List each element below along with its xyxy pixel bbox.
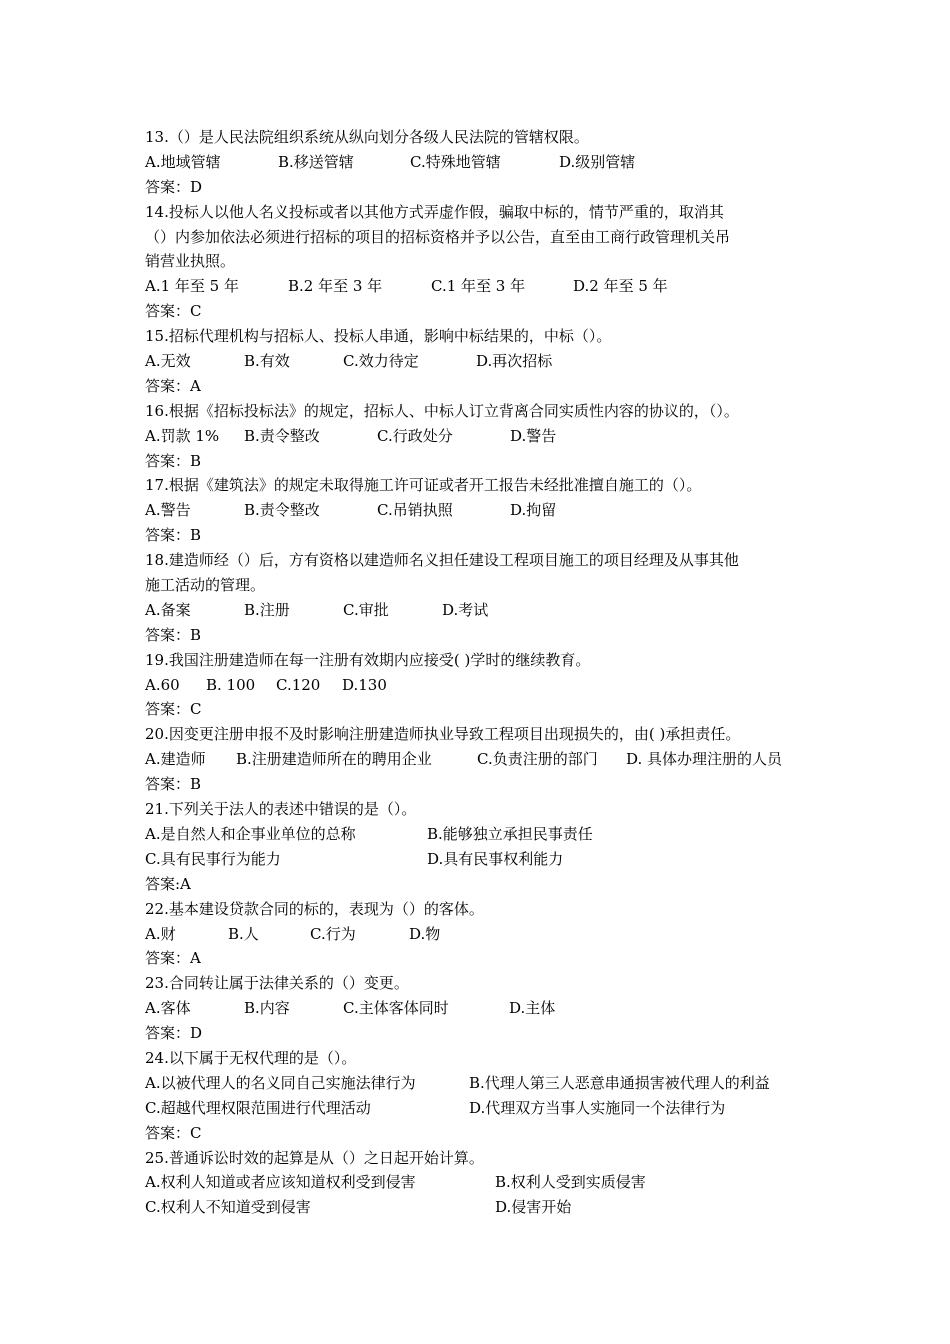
option-a: A.建造师 xyxy=(145,750,206,769)
question-text: 14.投标人以他人名义投标或者以其他方式弄虚作假，骗取中标的，情节严重的，取消其 xyxy=(145,202,724,221)
answer: 答案:A xyxy=(145,874,191,893)
option-d: D.物 xyxy=(409,924,441,943)
question-16 xyxy=(145,399,815,474)
document-page xyxy=(145,125,815,1220)
answer: 答案：C xyxy=(145,1123,202,1142)
options-row xyxy=(145,1071,815,1096)
question-text: 19.我国注册建造师在每一注册有效期内应接受( )学时的继续教育。 xyxy=(145,650,591,669)
question-22 xyxy=(145,897,815,972)
option-b: B.权利人受到实质侵害 xyxy=(495,1173,646,1192)
option-c: C.超越代理权限范围进行代理活动 xyxy=(145,1098,371,1117)
option-a: A.罚款 1% xyxy=(145,426,220,445)
answer: 答案：B xyxy=(145,775,202,794)
option-a: A.以被代理人的名义同自己实施法律行为 xyxy=(145,1073,416,1092)
option-d: D. 具体办理注册的人员 xyxy=(626,750,783,769)
option-c: C.权利人不知道受到侵害 xyxy=(145,1198,311,1217)
option-b: B.移送管辖 xyxy=(278,152,354,171)
option-c: C.具有民事行为能力 xyxy=(145,849,281,868)
answer: 答案：B xyxy=(145,451,202,470)
question-text: 23.合同转让属于法律关系的（）变更。 xyxy=(145,974,409,993)
answer: 答案：A xyxy=(145,949,201,968)
options-row xyxy=(145,150,815,175)
option-c: C.1 年至 3 年 xyxy=(431,277,526,296)
option-a: A.无效 xyxy=(145,352,191,371)
option-a: A.财 xyxy=(145,924,176,943)
question-14 xyxy=(145,200,815,324)
option-b: B.责令整改 xyxy=(244,501,320,520)
answer: 答案：C xyxy=(145,302,202,321)
option-d: D.再次招标 xyxy=(476,352,553,371)
question-text: 22.基本建设贷款合同的标的，表现为（）的客体。 xyxy=(145,899,484,918)
question-25 xyxy=(145,1146,815,1221)
option-c: C.行为 xyxy=(310,924,356,943)
option-a: A.警告 xyxy=(145,501,191,520)
option-d: D.拘留 xyxy=(510,501,557,520)
option-a: A.备案 xyxy=(145,600,191,619)
option-c: C.行政处分 xyxy=(377,426,453,445)
option-b: B.注册 xyxy=(244,600,290,619)
question-text: 17.根据《建筑法》的规定未取得施工许可证或者开工报告未经批准擅自施工的（）。 xyxy=(145,476,702,495)
answer: 答案：D xyxy=(145,1024,203,1043)
option-a: A.60 xyxy=(145,675,180,694)
question-text: 15.招标代理机构与招标人、投标人串通，影响中标结果的，中标（）。 xyxy=(145,327,612,346)
option-b: B.注册建造师所在的聘用企业 xyxy=(236,750,432,769)
option-b: B.能够独立承担民事责任 xyxy=(427,824,593,843)
option-d: D.侵害开始 xyxy=(495,1198,572,1217)
question-text: 21.下列关于法人的表述中错误的是（）。 xyxy=(145,800,417,819)
option-a: A.权利人知道或者应该知道权利受到侵害 xyxy=(145,1173,416,1192)
options-row xyxy=(145,847,815,872)
question-19 xyxy=(145,648,815,723)
options-row xyxy=(145,1170,815,1195)
option-b: B.2 年至 3 年 xyxy=(288,277,383,296)
answer: 答案：A xyxy=(145,376,201,395)
option-b: B.责令整改 xyxy=(244,426,320,445)
question-13 xyxy=(145,125,815,200)
option-d: D.2 年至 5 年 xyxy=(573,277,668,296)
options-row xyxy=(145,822,815,847)
option-c: C.120 xyxy=(276,675,321,694)
option-b: B. 100 xyxy=(206,675,256,694)
question-21 xyxy=(145,797,815,897)
options-row xyxy=(145,424,815,449)
question-text: 20.因变更注册申报不及时影响注册建造师执业导致工程项目出现损失的，由( )承担责任。 xyxy=(145,725,741,744)
option-d: D.代理双方当事人实施同一个法律行为 xyxy=(469,1098,726,1117)
options-row xyxy=(145,1096,815,1121)
question-15 xyxy=(145,324,815,399)
option-a: A.是自然人和企事业单位的总称 xyxy=(145,824,356,843)
question-text: 16.根据《招标投标法》的规定，招标人、中标人订立背离合同实质性内容的协议的，（）。 xyxy=(145,401,739,420)
question-23 xyxy=(145,971,815,1046)
question-text: 25.普通诉讼时效的起算是从（）之日起开始计算。 xyxy=(145,1148,484,1167)
question-20 xyxy=(145,722,815,797)
question-text: 销营业执照。 xyxy=(145,252,236,271)
options-row xyxy=(145,274,815,299)
options-row xyxy=(145,922,815,947)
options-row xyxy=(145,996,815,1021)
option-a: A.客体 xyxy=(145,999,191,1018)
answer: 答案：C xyxy=(145,700,202,719)
option-b: B.有效 xyxy=(244,352,290,371)
options-row xyxy=(145,673,815,698)
question-text: 13.（）是人民法院组织系统从纵向划分各级人民法院的管辖权限。 xyxy=(145,128,589,146)
answer: 答案：D xyxy=(145,177,203,196)
question-24 xyxy=(145,1046,815,1146)
options-row xyxy=(145,498,815,523)
option-b: B.人 xyxy=(228,924,259,943)
option-b: B.内容 xyxy=(244,999,290,1018)
question-18 xyxy=(145,548,815,648)
option-d: D.主体 xyxy=(509,999,556,1018)
answer: 答案：B xyxy=(145,625,202,644)
option-c: C.特殊地管辖 xyxy=(410,152,501,171)
option-d: D.具有民事权利能力 xyxy=(427,849,564,868)
question-17 xyxy=(145,473,815,548)
option-a: A.1 年至 5 年 xyxy=(145,277,239,296)
option-b: B.代理人第三人恶意串通损害被代理人的利益 xyxy=(469,1073,770,1092)
options-row xyxy=(145,598,815,623)
options-row xyxy=(145,1195,815,1220)
question-text: 施工活动的管理。 xyxy=(145,576,266,595)
option-c: C.效力待定 xyxy=(343,352,419,371)
option-c: C.吊销执照 xyxy=(377,501,453,520)
option-c: C.审批 xyxy=(343,600,389,619)
option-c: C.主体客体同时 xyxy=(343,999,449,1018)
option-c: C.负责注册的部门 xyxy=(477,750,598,769)
option-d: D.级别管辖 xyxy=(559,152,636,171)
options-row xyxy=(145,349,815,374)
options-row xyxy=(145,747,815,772)
question-text: 18.建造师经（）后，方有资格以建造师名义担任建设工程项目施工的项目经理及从事其他 xyxy=(145,551,739,570)
option-d: D.130 xyxy=(342,675,387,694)
question-text: （）内参加依法必须进行招标的项目的招标资格并予以公告，直至由工商行政管理机关吊 xyxy=(145,227,731,246)
question-text: 24.以下属于无权代理的是（）。 xyxy=(145,1048,357,1067)
option-a: A.地域管辖 xyxy=(145,152,221,171)
answer: 答案：B xyxy=(145,526,202,545)
option-d: D.警告 xyxy=(510,426,557,445)
option-d: D.考试 xyxy=(442,600,489,619)
